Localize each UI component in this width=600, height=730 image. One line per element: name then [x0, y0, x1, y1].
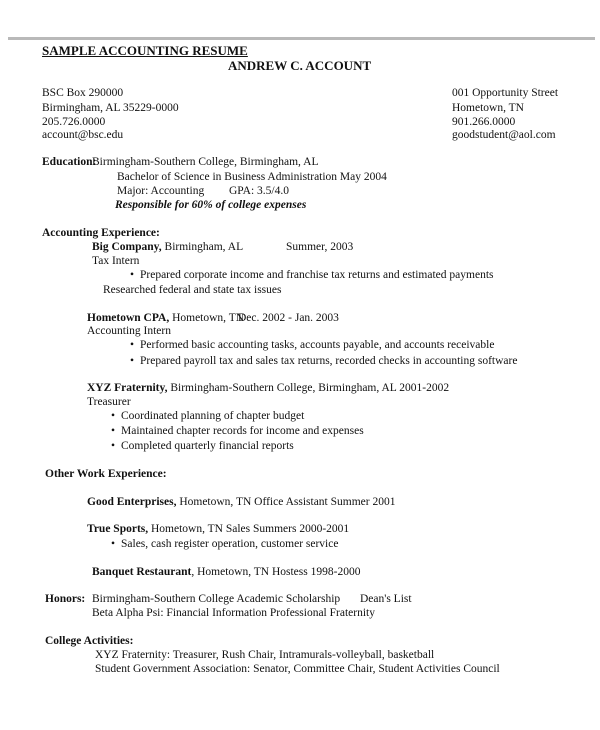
page-top-margin: [0, 0, 600, 38]
activities-item: XYZ Fraternity: Treasurer, Rush Chair, Intramurals-volleyball, basketball: [95, 649, 435, 661]
honors-side-item: Dean's List: [360, 593, 412, 605]
contact-right-email: goodstudent@aol.com: [452, 129, 556, 141]
applicant-name: ANDREW C. ACCOUNT: [228, 58, 372, 73]
honors-item: Birmingham-Southern College Academic Scholarship: [92, 593, 341, 605]
job-details: , Hometown, TN Hostess 1998-2000: [191, 566, 361, 578]
job-bullet: • Prepared corporate income and franchise tax returns and estimated payments: [140, 270, 494, 282]
job-location: Birmingham-Southern College, Birmingham, AL 2001-2002: [167, 382, 450, 394]
education-note: Responsible for 60% of college expenses: [115, 199, 307, 211]
other-job-line: [87, 524, 349, 536]
job-bullet: • Performed basic accounting tasks, accounts payable, and accounts receivable: [140, 340, 494, 352]
job-bullet: • Prepared payroll tax and sales tax returns, recorded checks in accounting software: [140, 356, 517, 368]
accounting-heading: Accounting Experience:: [42, 227, 160, 239]
job-location: Birmingham, AL: [161, 241, 244, 253]
job-company: Banquet Restaurant: [92, 566, 192, 578]
contact-left-line: BSC Box 290000: [42, 87, 124, 99]
contact-left-line: 205.726.0000: [42, 116, 106, 128]
contact-right-line: 001 Opportunity Street: [452, 87, 559, 99]
education-heading: Education:: [42, 156, 97, 168]
job-role: Accounting Intern: [87, 325, 171, 337]
contact-right-line: 901.266.0000: [452, 116, 516, 128]
job-role: Tax Intern: [92, 255, 140, 267]
job-date: Summer, 2003: [286, 241, 354, 253]
honors-heading: Honors:: [45, 593, 86, 605]
job-company: Hometown CPA,: [87, 312, 170, 324]
job-header: [92, 242, 243, 254]
contact-left-line: Birmingham, AL 35229-0000: [42, 102, 179, 114]
job-details: Hometown, TN Sales Summers 2000-2001: [148, 523, 350, 535]
job-role: Treasurer: [87, 396, 131, 408]
activities-heading: College Activities:: [45, 635, 134, 647]
education-gpa: GPA: 3.5/4.0: [229, 185, 289, 197]
job-company: Big Company,: [92, 241, 162, 253]
job-company: Good Enterprises,: [87, 496, 177, 508]
job-bullet: • Completed quarterly financial reports: [121, 441, 294, 453]
job-company: True Sports,: [87, 523, 149, 535]
job-bullet: • Sales, cash register operation, customer service: [121, 539, 338, 551]
education-major: Major: Accounting: [117, 185, 205, 197]
job-header: [87, 313, 244, 325]
job-bullet: • Maintained chapter records for income and expenses: [121, 426, 364, 438]
contact-right-line: Hometown, TN: [452, 102, 524, 114]
job-bullet: • Coordinated planning of chapter budget: [121, 411, 304, 423]
other-job-line: [87, 497, 395, 509]
other-job-line: [92, 567, 360, 579]
activities-item: Student Government Association: Senator, Committee Chair, Student Activities Council: [95, 663, 500, 675]
job-header: [87, 383, 449, 395]
page-divider: [8, 37, 595, 40]
job-details: Hometown, TN Office Assistant Summer 2001: [176, 496, 396, 508]
document-title: SAMPLE ACCOUNTING RESUME: [42, 43, 248, 58]
other-work-heading: Other Work Experience:: [45, 468, 167, 480]
job-date: Dec. 2002 - Jan. 2003: [238, 312, 339, 324]
honors-item: Beta Alpha Psi: Financial Information Professional Fraternity: [92, 607, 375, 619]
contact-left-email: account@bsc.edu: [42, 129, 124, 141]
job-location: Hometown, TN: [169, 312, 245, 324]
job-extra-line: Researched federal and state tax issues: [103, 284, 282, 296]
job-company: XYZ Fraternity,: [87, 382, 168, 394]
education-degree: Bachelor of Science in Business Administration May 2004: [117, 171, 387, 183]
education-school: Birmingham-Southern College, Birmingham, AL: [92, 156, 319, 168]
